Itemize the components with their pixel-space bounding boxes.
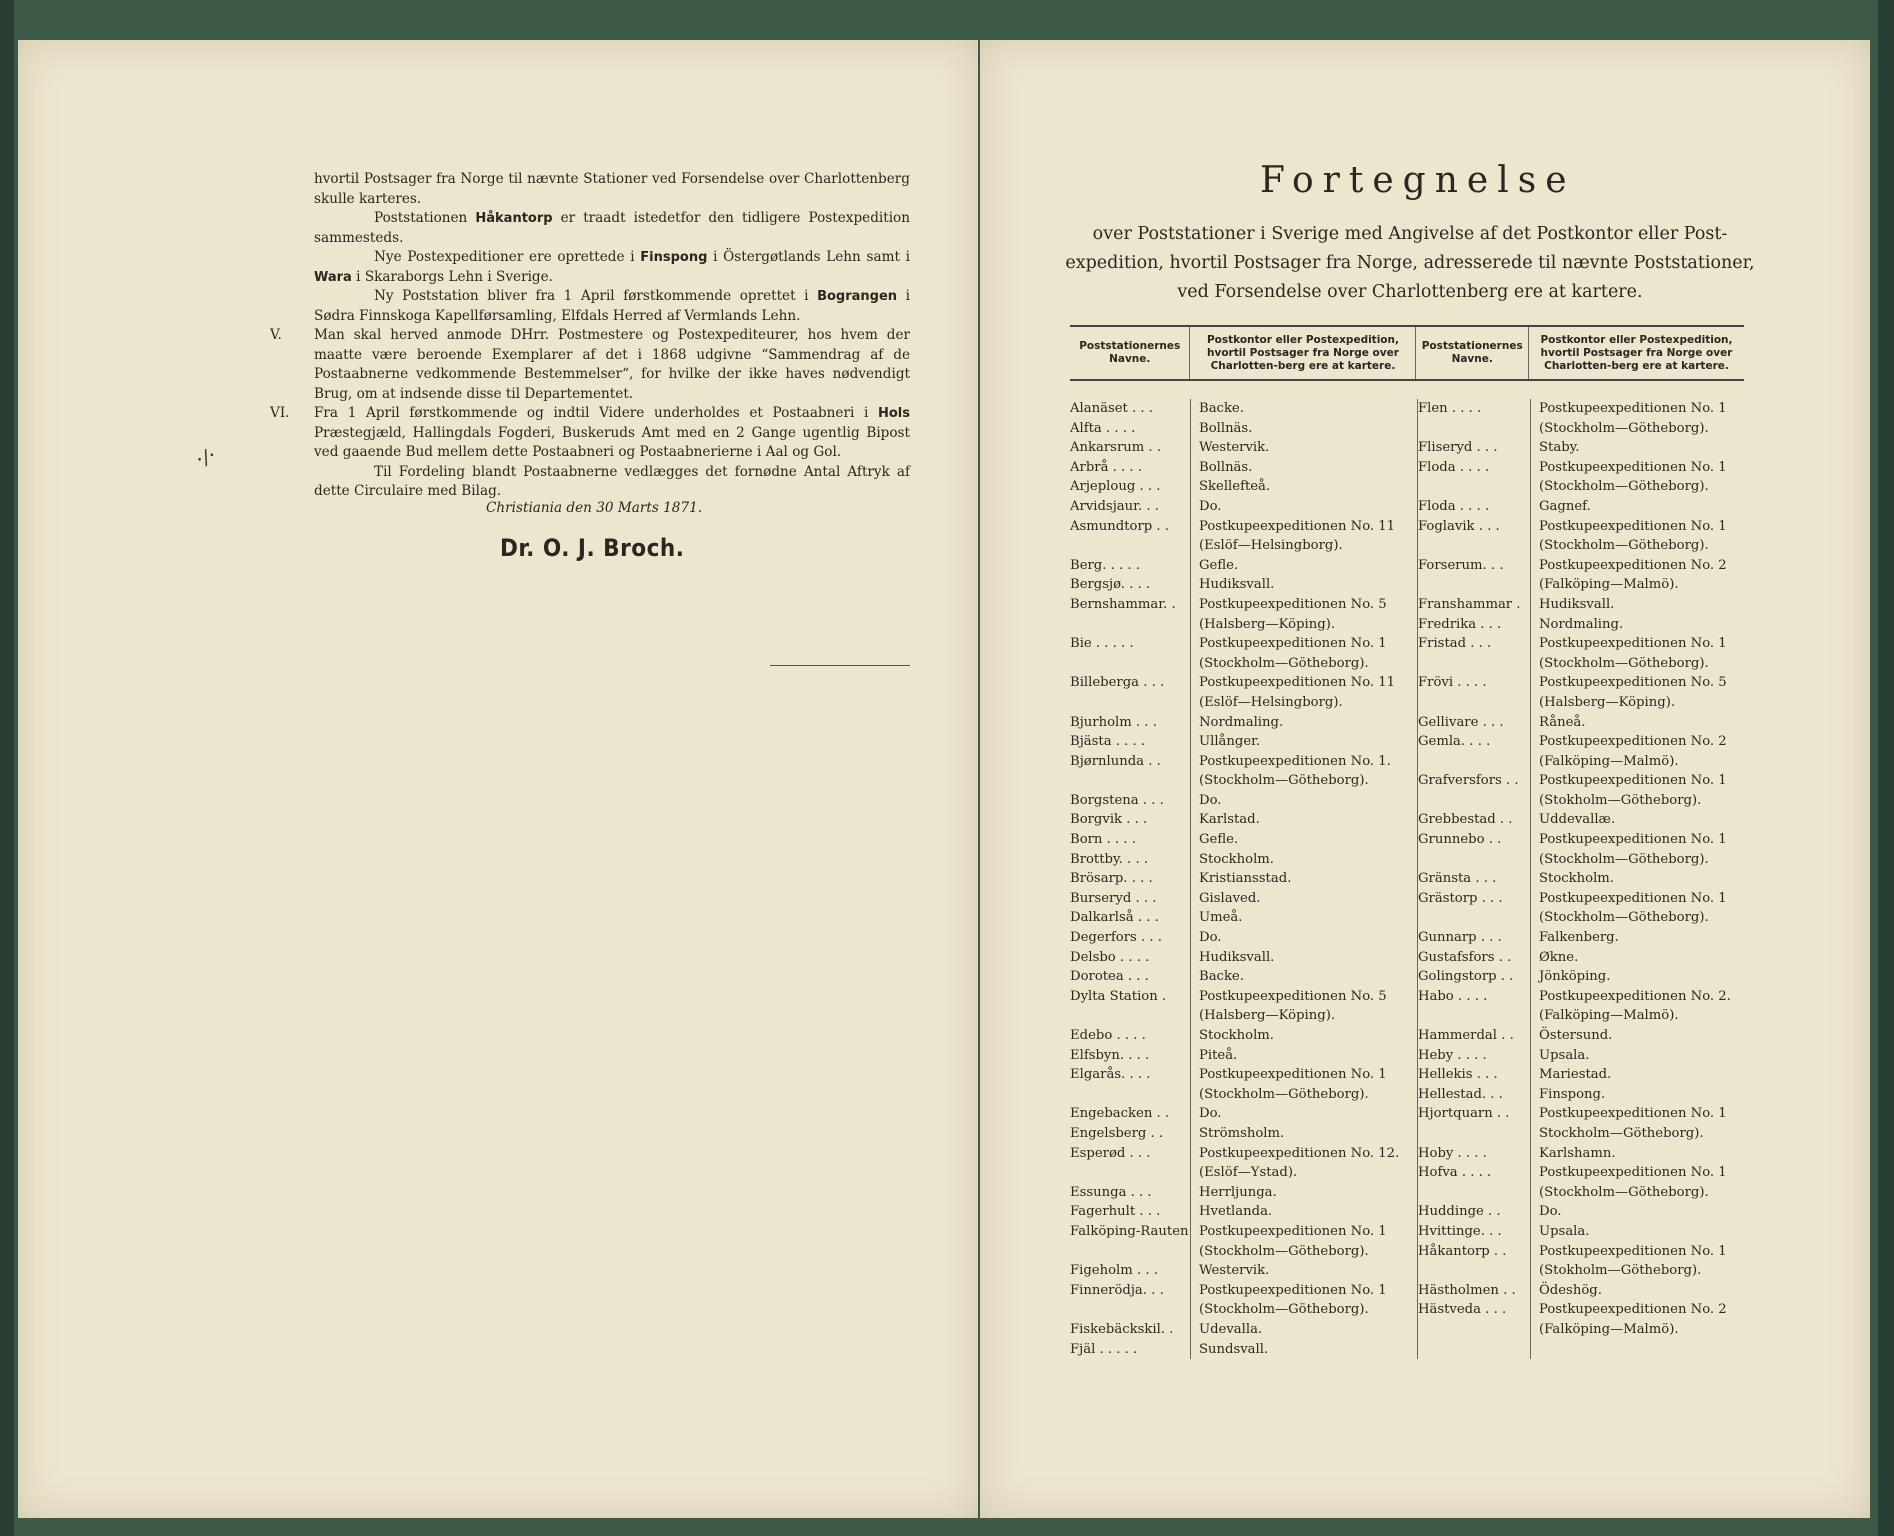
office-name: Postkupeexpeditionen No. 1: [1539, 1165, 1727, 1181]
paragraph-2-start: Poststationen: [374, 210, 476, 226]
station-name: Floda . . . .: [1418, 498, 1490, 514]
office-name: Gefle.: [1199, 557, 1239, 573]
office-name: (Stockholm—Götheborg).: [1199, 773, 1369, 789]
station-name: Bie . . . . .: [1070, 636, 1134, 652]
office-name: Ödeshög.: [1539, 1282, 1602, 1298]
station-name: Fristad . . .: [1418, 636, 1492, 652]
station-name: Grebbestad . .: [1418, 812, 1513, 828]
station-name: Esperød . . .: [1070, 1145, 1151, 1161]
office-name: Postkupeexpeditionen No. 1: [1539, 890, 1727, 906]
office-name: Økne.: [1539, 949, 1579, 965]
station-name: Arvidsjaur. . .: [1070, 498, 1159, 514]
office-name: Do.: [1199, 1106, 1222, 1122]
office-name: Hvetlanda.: [1199, 1204, 1273, 1220]
station-name: Figeholm . . .: [1070, 1263, 1158, 1279]
station-name: Franshammar .: [1418, 596, 1521, 612]
right-station-names: [1417, 399, 1531, 1359]
office-name: Backe.: [1199, 969, 1244, 985]
station-name: [1418, 575, 1530, 595]
horizontal-rule: [770, 665, 910, 666]
station-name: Gustafsfors . .: [1418, 949, 1512, 965]
paragraph-3-a: Nye Postexpeditioner ere oprettede i: [374, 249, 641, 265]
office-name: Hudiksvall.: [1199, 577, 1275, 593]
office-name: Postkupeexpeditionen No. 1: [1199, 1282, 1387, 1298]
left-page-text: [314, 170, 910, 502]
office-name: Postkupeexpeditionen No. 12.: [1199, 1145, 1400, 1161]
office-name: Nordmaling.: [1539, 616, 1624, 632]
station-name: Bjørnlunda . .: [1070, 753, 1161, 769]
bold-hakantorp: Håkantorp: [475, 211, 553, 226]
station-name: [1418, 908, 1530, 928]
office-name: Backe.: [1199, 401, 1244, 416]
header-office: Postkontor eller Postexpedition, hvortil Postsager fra Norge over Charlotten-berg ere at kartere.: [1190, 327, 1416, 379]
paragraph-3: [314, 248, 910, 287]
station-name: Elfsbyn. . . .: [1070, 1047, 1150, 1063]
station-name: [1418, 536, 1530, 556]
station-name: [1070, 771, 1190, 791]
office-name: (Falköping—Malmö).: [1539, 753, 1679, 769]
office-name: (Stockholm—Götheborg).: [1539, 1184, 1709, 1200]
office-name: (Stockholm—Götheborg).: [1539, 538, 1709, 554]
right-offices: [1531, 399, 1747, 1359]
office-name: (Eslöf—Ystad).: [1199, 1165, 1298, 1181]
office-name: Mariestad.: [1539, 1067, 1612, 1083]
station-name: Forserum. . .: [1418, 557, 1504, 573]
header-station-2: Poststationernes Navne.: [1416, 327, 1529, 379]
office-name: Postkupeexpeditionen No. 2: [1539, 557, 1727, 573]
left-column-group: [1070, 399, 1417, 1359]
station-name: [1418, 1261, 1530, 1281]
office-name: (Stockholm—Götheborg).: [1539, 479, 1709, 495]
office-name: Postkupeexpeditionen No. 5: [1199, 596, 1387, 612]
office-name: Westervik.: [1199, 1263, 1270, 1279]
bold-finspong: Finspong: [640, 250, 708, 265]
item-vi-d: Til Fordeling blandt Postaabnerne vedlægges det fornødne Antal Aftryk af dette Circulaire med Bilag.: [314, 463, 910, 499]
table-header: [1070, 325, 1744, 381]
station-name: Gellivare . . .: [1418, 714, 1504, 730]
station-name: Engelsberg . .: [1070, 1125, 1164, 1141]
station-name: Fliseryd . . .: [1418, 440, 1498, 456]
office-name: (Halsberg—Köping).: [1199, 616, 1336, 632]
station-name: Fagerhult . . .: [1070, 1204, 1161, 1220]
station-name: Frövi . . . .: [1418, 675, 1487, 691]
station-name: Grästorp . . .: [1418, 890, 1503, 906]
right-column-group: [1417, 399, 1747, 1359]
office-name: (Eslöf—Helsingborg).: [1199, 538, 1343, 554]
office-name: Do.: [1199, 930, 1222, 946]
office-name: (Stockholm—Götheborg).: [1539, 420, 1709, 436]
office-name: Postkupeexpeditionen No. 1: [1539, 518, 1727, 534]
paragraph-1: hvortil Postsager fra Norge til nævnte Stationer ved Forsendelse over Charlottenberg skulle karteres.: [314, 171, 910, 207]
station-name: Alanäset . . .: [1070, 401, 1153, 416]
station-name: Falköping-Rauten: [1070, 1223, 1189, 1239]
station-name: [1070, 536, 1190, 556]
office-name: Postkupeexpeditionen No. 2: [1539, 1302, 1727, 1318]
item-vi: [314, 404, 910, 463]
paragraph-2: [314, 209, 910, 248]
station-name: Bernshammar. .: [1070, 596, 1176, 612]
station-name: Brottby. . . .: [1070, 851, 1149, 867]
station-name: [1418, 477, 1530, 497]
subtitle-line-3: ved Forsendelse over Charlottenberg ere at kartere.: [1177, 282, 1643, 302]
station-name: Bjurholm . . .: [1070, 714, 1157, 730]
office-name: Stockholm.: [1199, 1028, 1274, 1043]
office-name: (Halsberg—Köping).: [1539, 694, 1676, 710]
office-name: Östersund.: [1539, 1028, 1613, 1043]
page-title: Fortegnelse: [1260, 160, 1576, 201]
station-name: Billeberga . . .: [1070, 675, 1165, 691]
station-name: Floda . . . .: [1418, 459, 1490, 475]
office-name: Piteå.: [1199, 1047, 1238, 1063]
office-name: Do.: [1199, 792, 1222, 808]
station-name: Hästholmen . .: [1418, 1282, 1516, 1298]
station-name: Huddinge . .: [1418, 1204, 1501, 1220]
subtitle: [1060, 220, 1760, 307]
office-name: Karlshamn.: [1539, 1145, 1616, 1161]
station-name: Elgarås. . . .: [1070, 1067, 1151, 1083]
station-name: [1070, 1163, 1190, 1183]
office-name: (Stockholm—Götheborg).: [1199, 1243, 1369, 1259]
office-name: Do.: [1199, 498, 1222, 514]
station-name: Habo . . . .: [1418, 988, 1488, 1004]
office-name: Postkupeexpeditionen No. 1: [1539, 636, 1727, 652]
office-name: Ullånger.: [1199, 734, 1261, 750]
office-name: Gislaved.: [1199, 890, 1261, 906]
station-name: Hellekis . . .: [1418, 1067, 1498, 1083]
office-name: (Eslöf—Helsingborg).: [1199, 694, 1343, 710]
station-name: [1070, 1300, 1190, 1320]
office-name: (Stokholm—Götheborg).: [1539, 792, 1702, 808]
station-name: Dorotea . . .: [1070, 969, 1149, 985]
station-name: Flen . . . .: [1418, 401, 1482, 416]
office-name: Postkupeexpeditionen No. 1: [1539, 773, 1727, 789]
office-name: Upsala.: [1539, 1047, 1590, 1063]
station-name: [1070, 1085, 1190, 1105]
station-name: Heby . . . .: [1418, 1047, 1487, 1063]
office-name: Postkupeexpeditionen No. 1: [1539, 459, 1727, 475]
office-name: (Stockholm—Götheborg).: [1199, 1302, 1369, 1318]
paragraph-3-d: i Skaraborgs Lehn i Sverige.: [351, 268, 553, 285]
office-name: Kristiansstad.: [1199, 871, 1292, 887]
office-name: (Stockholm—Götheborg).: [1539, 910, 1709, 926]
office-name: Hudiksvall.: [1539, 596, 1615, 612]
handwritten-mark: ·∕·: [192, 442, 219, 472]
station-name: Gemla. . . .: [1418, 734, 1491, 750]
station-name: Burseryd . . .: [1070, 890, 1157, 906]
office-name: Skellefteå.: [1199, 479, 1271, 495]
item-vi-c: Præstegjæld, Hallingdals Fogderi, Buskeruds Amt med en 2 Gange ugentlig Bipost ved gaaende Bud mellem dette Postaabneri og Postaabnerierne i Aal og Gol.: [314, 424, 910, 460]
station-name: Hoby . . . .: [1418, 1145, 1487, 1161]
item-vi-text: [314, 404, 910, 463]
station-name: Degerfors . . .: [1070, 930, 1162, 946]
office-name: Postkupeexpeditionen No. 1: [1539, 1106, 1727, 1122]
office-name: [1531, 1340, 1747, 1360]
office-name: Gagnef.: [1539, 498, 1591, 514]
office-name: Sundsvall.: [1199, 1341, 1269, 1357]
office-name: (Stockholm—Götheborg).: [1199, 655, 1369, 671]
office-name: Uddevallæ.: [1539, 812, 1616, 828]
office-name: Hudiksvall.: [1199, 949, 1275, 965]
left-offices: [1191, 399, 1417, 1359]
office-name: Do.: [1539, 1204, 1562, 1220]
station-name: Fjäl . . . . .: [1070, 1341, 1138, 1357]
office-name: Stockholm—Götheborg).: [1539, 1125, 1704, 1141]
table-body: [1070, 399, 1744, 1359]
station-name: Hvittinge. . .: [1418, 1223, 1502, 1239]
station-name: Essunga . . .: [1070, 1184, 1152, 1200]
item-vi-a: Fra 1 April førstkommende og indtil Videre underholdes et Postaabneri i: [314, 405, 878, 421]
office-name: (Stockholm—Götheborg).: [1199, 1086, 1369, 1102]
office-name: Postkupeexpeditionen No. 1: [1539, 1243, 1727, 1259]
office-name: Udevalla.: [1199, 1321, 1263, 1337]
office-name: Staby.: [1539, 440, 1580, 456]
office-name: Postkupeexpeditionen No. 1: [1199, 636, 1387, 652]
station-name: Gunnarp . . .: [1418, 930, 1502, 946]
cover-edge-right: [1878, 0, 1894, 1536]
station-name: Grunnebo . .: [1418, 832, 1502, 848]
station-name: Arjeploug . . .: [1070, 479, 1161, 495]
station-name: Hofva . . . .: [1418, 1165, 1492, 1181]
station-name: Born . . . .: [1070, 832, 1136, 848]
station-name: Edebo . . . .: [1070, 1028, 1146, 1043]
station-name: Foglavik . . .: [1418, 518, 1500, 534]
station-name: Fredrika . . .: [1418, 616, 1502, 632]
paragraph-2-rest: er traadt istedetfor den tidligere Postexpedition sammesteds.: [314, 210, 910, 246]
station-name: Håkantorp . .: [1418, 1243, 1507, 1259]
station-name: [1418, 1320, 1530, 1340]
office-name: Karlstad.: [1199, 812, 1260, 828]
station-name: Hjortquarn . .: [1418, 1106, 1510, 1122]
station-name: [1070, 693, 1190, 713]
station-name: Gränsta . . .: [1418, 871, 1497, 887]
office-name: Umeå.: [1199, 910, 1243, 926]
station-name: [1070, 1006, 1190, 1026]
station-name: [1070, 1242, 1190, 1262]
office-name: Postkupeexpeditionen No. 1.: [1199, 753, 1391, 769]
office-name: Postkupeexpeditionen No. 2.: [1539, 988, 1731, 1004]
office-name: Gefle.: [1199, 832, 1239, 848]
station-name: [1418, 1124, 1530, 1144]
station-name: [1418, 419, 1530, 439]
station-name: Dalkarlså . . .: [1070, 910, 1159, 926]
office-name: Postkupeexpeditionen No. 1: [1539, 401, 1727, 416]
station-name: Borgstena . . .: [1070, 792, 1164, 808]
office-name: Postkupeexpeditionen No. 5: [1539, 675, 1727, 691]
paragraph-4: [314, 287, 910, 326]
station-name: Delsbo . . . .: [1070, 949, 1150, 965]
office-name: (Stockholm—Götheborg).: [1539, 655, 1709, 671]
subtitle-line-2: expedition, hvortil Postsager fra Norge, adresserede til nævnte Poststationer,: [1065, 253, 1755, 273]
paragraph-4-c: i Sødra Finnskoga Kapellførsamling, Elfdals Herred af Vermlands Lehn.: [314, 288, 910, 324]
station-name: [1070, 654, 1190, 674]
office-name: Jönköping.: [1539, 969, 1611, 985]
station-name: Bergsjø. . . .: [1070, 577, 1151, 593]
signature: Dr. O. J. Broch.: [500, 534, 685, 562]
office-name: Falkenberg.: [1539, 930, 1619, 946]
station-name: Arbrå . . . .: [1070, 459, 1142, 475]
station-name: Borgvik . . .: [1070, 812, 1148, 828]
office-name: Råneå.: [1539, 714, 1586, 730]
station-name: [1418, 1006, 1530, 1026]
station-name: Grafversfors . .: [1418, 773, 1519, 789]
left-station-names: [1070, 399, 1191, 1359]
station-name: Dylta Station .: [1070, 988, 1167, 1004]
station-name: Engebacken . .: [1070, 1106, 1170, 1122]
office-name: Stockholm.: [1199, 851, 1274, 867]
station-name: Ankarsrum . .: [1070, 440, 1162, 456]
station-name: [1418, 693, 1530, 713]
station-name: Fiskebäckskil. .: [1070, 1321, 1174, 1337]
station-name: Berg. . . . .: [1070, 557, 1140, 573]
station-name: Hellestad. . .: [1418, 1086, 1503, 1102]
office-name: Bollnäs.: [1199, 459, 1253, 475]
station-name: [1418, 850, 1530, 870]
office-name: Postkupeexpeditionen No. 1: [1199, 1223, 1387, 1239]
office-name: Postkupeexpeditionen No. 11: [1199, 518, 1396, 534]
paragraph-4-a: Ny Poststation bliver fra 1 April førstkommende oprettet i: [374, 288, 818, 304]
office-name: Stockholm.: [1539, 871, 1614, 887]
office-name: (Falköping—Malmö).: [1539, 1321, 1679, 1337]
office-name: Postkupeexpeditionen No. 1: [1199, 1067, 1387, 1083]
station-name: [1418, 752, 1530, 772]
office-name: Upsala.: [1539, 1223, 1590, 1239]
bold-hols: Hols: [877, 406, 910, 421]
item-v-text: Man skal herved anmode DHrr. Postmestere og Postexpediteurer, hos hvem der maatte være beroende Exemplarer af det i 1868 udgivne “Sammendrag af de Postaabnerne vedkommende Bestemmelser“, for hvilke der ikke haves nødvendigt Brug, om at indsende disse til Departementet.: [314, 327, 910, 402]
office-name: (Falköping—Malmö).: [1539, 1008, 1679, 1024]
station-name: [1418, 1183, 1530, 1203]
subtitle-line-1: over Poststationer i Sverige med Angivelse af det Postkontor eller Post-: [1092, 224, 1728, 244]
dateline: Christiania den 30 Marts 1871.: [486, 500, 703, 516]
paragraph-3-c: i Östergøtlands Lehn samt i: [707, 249, 910, 265]
office-name: (Stockholm—Götheborg).: [1539, 851, 1709, 867]
office-name: Herrljunga.: [1199, 1184, 1277, 1200]
office-name: (Stokholm—Götheborg).: [1539, 1263, 1702, 1279]
station-name: [1070, 615, 1190, 635]
office-name: (Halsberg—Köping).: [1199, 1008, 1336, 1024]
office-name: Westervik.: [1199, 440, 1270, 456]
bold-bograngen: Bograngen: [817, 289, 898, 304]
office-name: Strömsholm.: [1199, 1125, 1285, 1141]
office-name: Finspong.: [1539, 1086, 1606, 1102]
cover-edge-left: [0, 0, 14, 1536]
station-name: Alfta . . . .: [1070, 420, 1136, 436]
bold-wara: Wara: [314, 269, 352, 285]
header-station: Poststationernes Navne.: [1070, 327, 1190, 379]
header-office-2: Postkontor eller Postexpedition, hvortil Postsager fra Norge over Charlotten-berg ere at kartere.: [1540, 333, 1733, 372]
office-name: Postkupeexpeditionen No. 1: [1539, 832, 1727, 848]
station-name: Bjästa . . . .: [1070, 734, 1146, 750]
office-name: Postkupeexpeditionen No. 11: [1199, 675, 1396, 691]
office-name: Postkupeexpeditionen No. 2: [1539, 734, 1727, 750]
station-name: [1418, 791, 1530, 811]
station-name: Hammerdal . .: [1418, 1028, 1514, 1043]
station-name: Finnerödja. . .: [1070, 1282, 1164, 1298]
office-name: (Falköping—Malmö).: [1539, 577, 1679, 593]
office-name: Nordmaling.: [1199, 714, 1284, 730]
office-name: Bollnäs.: [1199, 420, 1253, 436]
station-table: [1070, 325, 1744, 1359]
station-name: Hästveda . . .: [1418, 1302, 1507, 1318]
station-name: Brösarp. . . .: [1070, 871, 1153, 887]
item-v: [314, 326, 910, 404]
station-name: Golingstorp . .: [1418, 969, 1514, 985]
office-name: Postkupeexpeditionen No. 5: [1199, 988, 1387, 1004]
station-name: Asmundtorp . .: [1070, 518, 1169, 534]
station-name: [1418, 654, 1530, 674]
